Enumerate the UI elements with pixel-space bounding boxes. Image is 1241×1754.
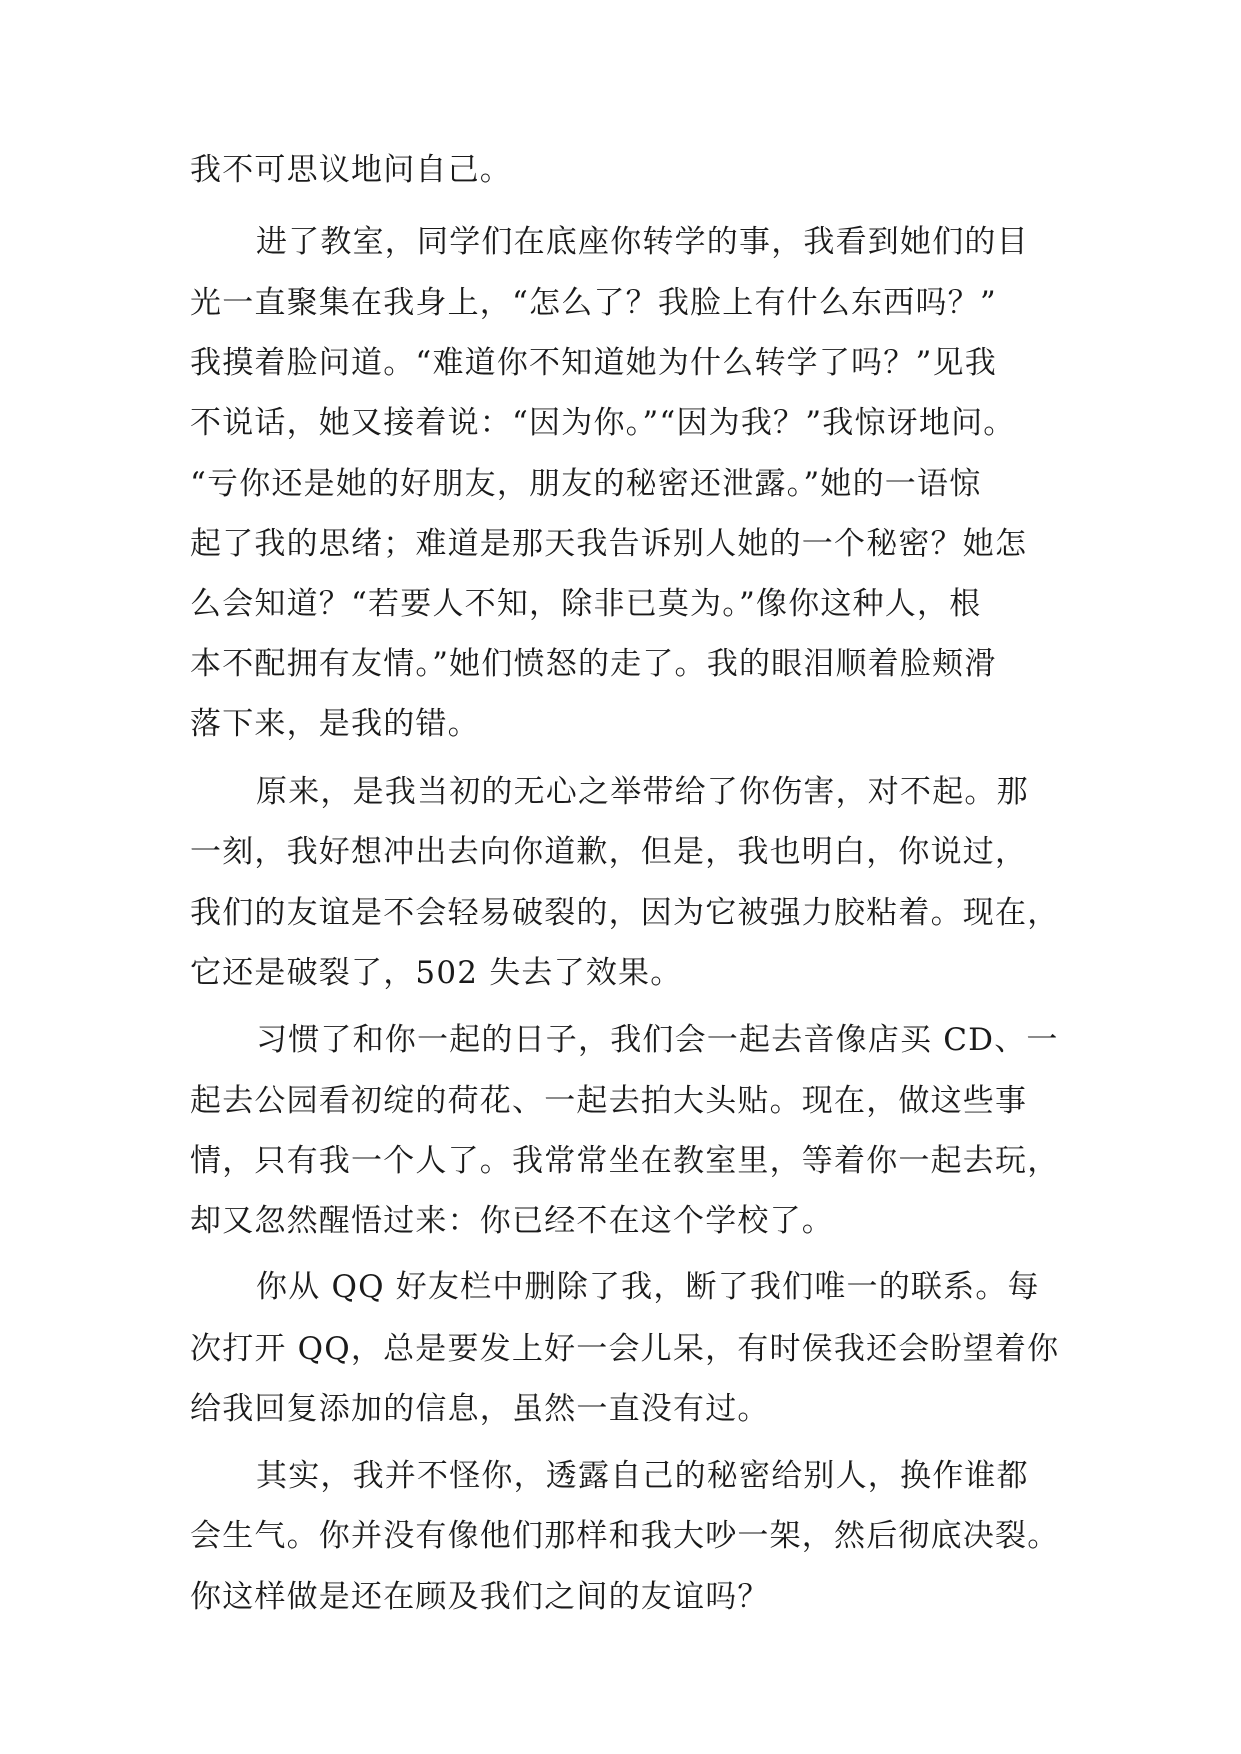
text-line: “亏你还是她的好朋友，朋友的秘密还泄露。”她的一语惊	[190, 466, 982, 502]
text-line: 进了教室，同学们在底座你转学的事，我看到她们的目	[256, 224, 1029, 260]
text-line: 次打开 QQ，总是要发上好一会儿呆，有时侯我还会盼望着你	[190, 1331, 1060, 1367]
text-line: 习惯了和你一起的日子，我们会一起去音像店买 CD、一	[256, 1022, 1059, 1058]
text-line: 不说话，她又接着说：“因为你。”“因为我？”我惊讶地问。	[190, 405, 1016, 441]
text-line: 其实，我并不怪你，透露自己的秘密给别人，换作谁都	[256, 1458, 1029, 1494]
text-line: 它还是破裂了，502 失去了效果。	[190, 955, 683, 991]
text-line: 起去公园看初绽的荷花、一起去拍大头贴。现在，做这些事	[190, 1083, 1028, 1119]
text-line: 起了我的思绪；难道是那天我告诉别人她的一个秘密？她怎	[190, 526, 1028, 562]
text-line: 会生气。你并没有像他们那样和我大吵一架，然后彻底决裂。	[190, 1518, 1060, 1554]
text-line: 一刻，我好想冲出去向你道歉，但是，我也明白，你说过，	[190, 834, 1028, 870]
text-line: 却又忽然醒悟过来：你已经不在这个学校了。	[190, 1203, 834, 1239]
text-line: 光一直聚集在我身上，“怎么了？我脸上有什么东西吗？”	[190, 285, 997, 321]
text-line: 我不可思议地问自己。	[190, 152, 512, 188]
text-line: 你这样做是还在顾及我们之间的友谊吗？	[190, 1579, 770, 1615]
text-line: 本不配拥有友情。”她们愤怒的走了。我的眼泪顺着脸颊滑	[190, 646, 997, 682]
text-line: 给我回复添加的信息，虽然一直没有过。	[190, 1391, 770, 1427]
text-line: 原来，是我当初的无心之举带给了你伤害，对不起。那	[256, 774, 1029, 810]
text-line: 么会知道？“若要人不知，除非已莫为。”像你这种人，根	[190, 586, 982, 622]
text-line: 我摸着脸问道。“难道你不知道她为什么转学了吗？”见我	[190, 345, 997, 381]
text-line: 我们的友谊是不会轻易破裂的，因为它被强力胶粘着。现在，	[190, 895, 1060, 931]
text-line: 落下来，是我的错。	[190, 706, 480, 742]
text-line: 情，只有我一个人了。我常常坐在教室里，等着你一起去玩，	[190, 1143, 1060, 1179]
text-line: 你从 QQ 好友栏中删除了我，断了我们唯一的联系。每	[256, 1269, 1040, 1305]
